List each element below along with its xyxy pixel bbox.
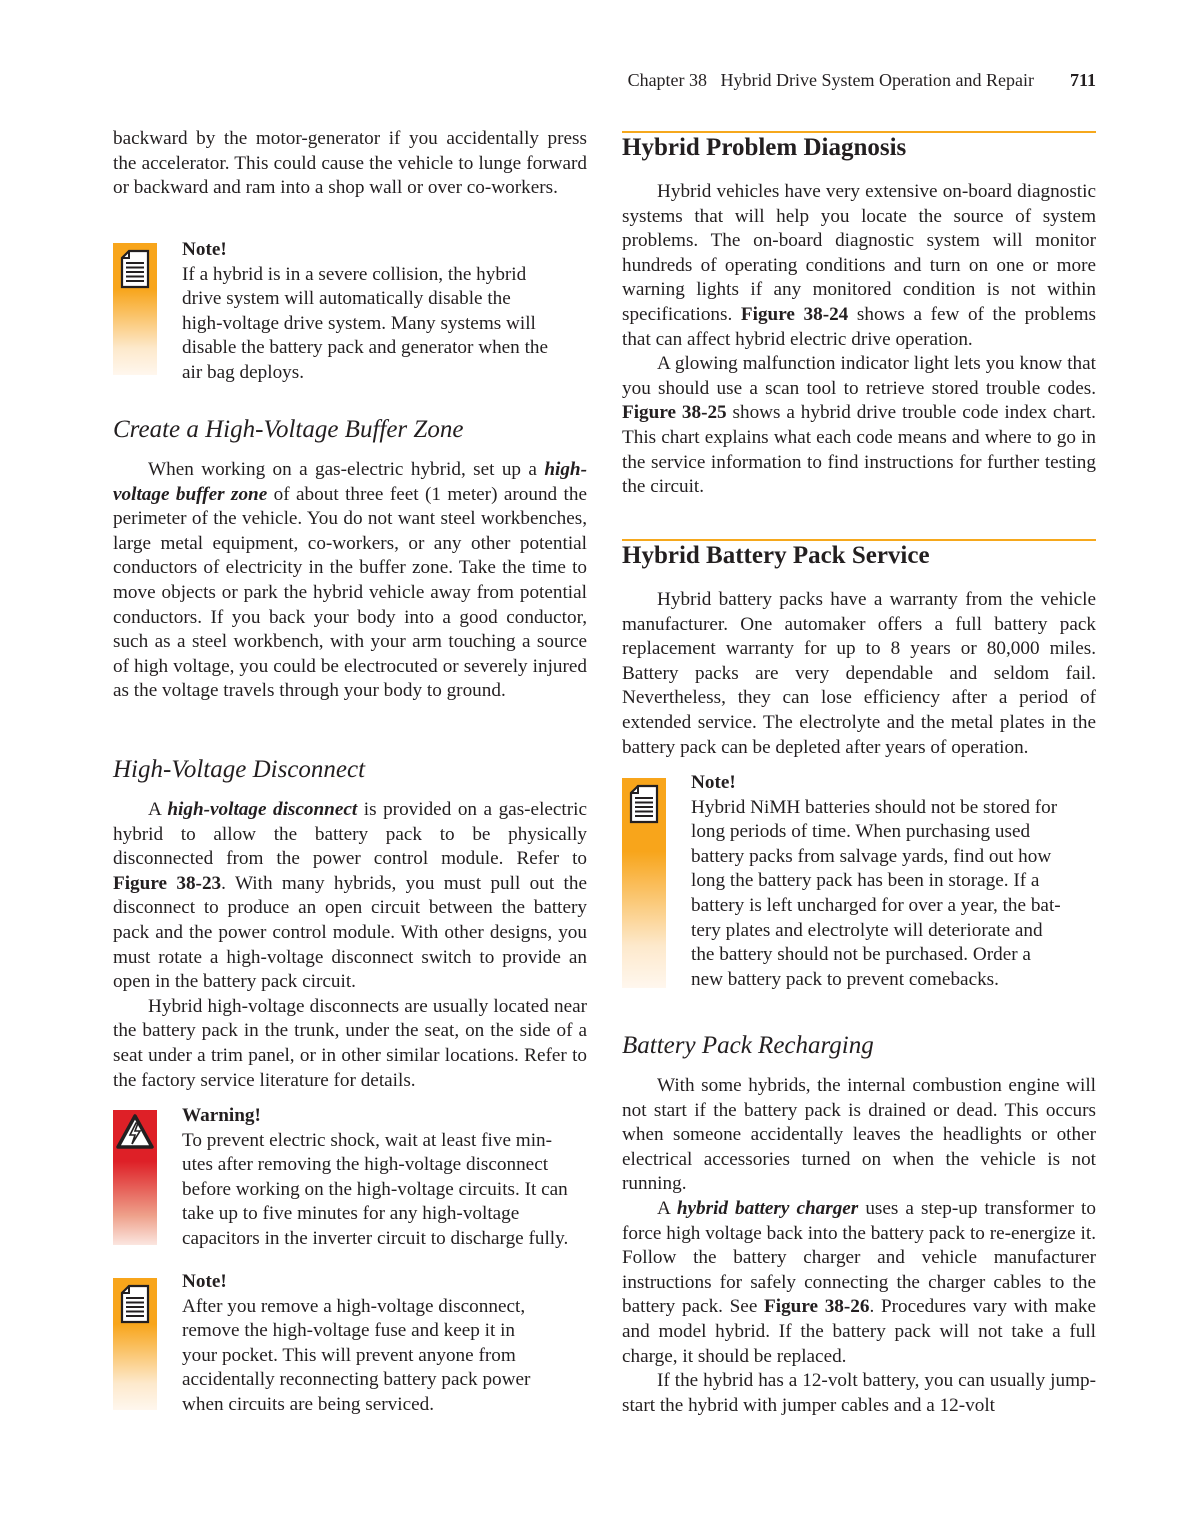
chapter-title: Hybrid Drive System Operation and Repair	[720, 70, 1034, 90]
note-title: Note!	[182, 1271, 227, 1292]
running-header	[560, 70, 1096, 91]
note-line: long periods of time. When purchasing used	[691, 821, 1031, 843]
text: . Procedures vary with make and model hybrid. If the battery pack will not take a full charge, it should be replaced.	[622, 1296, 1096, 1367]
warning-box	[113, 1104, 587, 1249]
paragraph-text: If the hybrid has a 12-volt battery, you can usually jump-start the hybrid with jumper cables and a 12-volt	[622, 1370, 1096, 1416]
note-line: the battery should not be purchased. Order a	[691, 944, 1031, 966]
text: A glowing malfunction indicator light lets you know that you should use a scan tool to retrieve stored trouble codes.	[622, 353, 1096, 399]
warning-bar	[113, 1110, 157, 1245]
figure-reference: Figure 38-26	[764, 1296, 870, 1318]
warning-line: To prevent electric shock, wait at least five min-	[182, 1129, 553, 1151]
section-rule	[622, 131, 1096, 133]
note-line: battery is left uncharged for over a year, the bat-	[691, 894, 1061, 916]
note-line: when circuits are being serviced.	[182, 1393, 434, 1415]
chapter-label: Chapter 38	[627, 70, 708, 90]
text: . With many hybrids, you must pull out the disconnect to produce an open circuit between the battery pack and the power control module. With other designs, you must rotate a high-voltage disconnect switch to provide an open in the battery pack circuit.	[113, 872, 587, 993]
warning-title: Warning!	[182, 1105, 261, 1126]
warning-line: before working on the high-voltage circuits. It can	[182, 1178, 568, 1200]
paragraph-text: Hybrid high-voltage disconnects are usually located near the battery pack in the trunk, under the seat, on the side of a seat under a trim panel, or in other similar locations. Refer to the factory service literature for details.	[113, 995, 587, 1091]
paragraph-text: backward by the motor-generator if you accidentally press the accelerator. This could cause the vehicle to lunge forward or backward and ram into a shop wall or over co-workers.	[113, 128, 587, 199]
paragraph-text: Hybrid battery packs have a warranty from the vehicle manufacturer. One automaker offers a full battery pack replacement warranty for up to 8 years or 80,000 miles. Battery packs are very dependable and seldom fail. Nevertheless, they can lose efficiency after a period of extended service. The electrolyte and the metal plates in the battery pack can be depleted after years of operation.	[622, 589, 1096, 758]
warning-line: capacitors in the inverter circuit to discharge fully.	[182, 1227, 569, 1249]
paragraph	[113, 458, 587, 704]
note-title: Note!	[182, 239, 227, 260]
note-line: Hybrid NiMH batteries should not be stored for	[691, 796, 1058, 818]
note-box	[113, 1270, 587, 1415]
note-line: new battery pack to prevent comebacks.	[691, 968, 999, 990]
note-title: Note!	[691, 772, 736, 793]
paragraph	[622, 180, 1096, 500]
note-box	[113, 238, 587, 383]
warning-line: utes after removing the high-voltage disconnect	[182, 1154, 549, 1176]
section-rule	[622, 539, 1096, 541]
note-line: battery packs from salvage yards, find out how	[691, 845, 1052, 867]
note-line: If a hybrid is in a severe collision, the hybrid	[182, 263, 527, 285]
text: shows a few of the problems that can affect hybrid electric drive operation.	[622, 303, 1096, 350]
note-line: disable the battery pack and generator when the	[182, 337, 549, 359]
note-line: accidentally reconnecting battery pack power	[182, 1369, 531, 1391]
warning-line: take up to five minutes for any high-voltage	[182, 1203, 520, 1225]
key-term: high-voltage disconnect	[167, 799, 358, 820]
note-line: long the battery pack has been in storage. If a	[691, 870, 1040, 892]
note-box	[622, 771, 1096, 991]
figure-reference: Figure 38-24	[740, 303, 849, 325]
figure-reference: Figure 38-23	[113, 872, 222, 894]
section-heading: High-Voltage Disconnect	[113, 756, 366, 783]
text: of about three feet (1 meter) around the perimeter of the vehicle. You do not want steel workbenches, large metal equipment, co-workers, or any other potential conductors of electricity in the buffer zone. Take the time to move objects or park the hybrid vehicle away from potential conductors. If you back your body into a good conductor, such as a steel workbench, with your arm touching a source of high voltage, you could be electrocuted or severely injured as the voltage travels through your body to ground.	[113, 483, 587, 702]
note-line: high-voltage drive system. Many systems will	[182, 312, 536, 334]
paragraph-text: With some hybrids, the internal combustion engine will not start if the battery pack is drained or dead. This occurs when someone accidentally leaves the headlights or other electrical accessories turned on when the vehicle is not running.	[622, 1075, 1096, 1195]
note-line: drive system will automatically disable the	[182, 288, 511, 310]
key-term: hybrid battery charger	[676, 1197, 859, 1219]
note-line: After you remove a high-voltage disconnect,	[182, 1295, 526, 1317]
note-bar	[113, 243, 157, 375]
section-heading: Battery Pack Recharging	[622, 1032, 874, 1059]
high-voltage-warning-icon	[115, 1113, 155, 1151]
note-line: your pocket. This will prevent anyone from	[182, 1344, 516, 1366]
text: uses a step-up transformer to force high voltage back into the battery pack to re-energize it. Follow the battery charger and vehicle manufacturer instructions for safely connecting the charger cables to the battery pack. See	[622, 1197, 1096, 1318]
page-number: 711	[1069, 70, 1096, 90]
text: A	[148, 799, 168, 820]
note-bar	[622, 778, 666, 988]
note-document-icon	[120, 249, 150, 289]
note-line: tery plates and electrolyte will deteriorate and	[691, 919, 1043, 941]
note-bar	[113, 1278, 157, 1410]
text: When working on a gas-electric hybrid, set up a	[148, 459, 545, 480]
note-document-icon	[629, 784, 659, 824]
note-line: remove the high-voltage fuse and keep it in	[182, 1320, 516, 1342]
key-term: high-voltage buffer zone	[113, 459, 587, 505]
paragraph	[622, 1074, 1096, 1418]
text: Hybrid vehicles have very extensive on-board diagnostic systems that will help you locate the source of system problems. The on-board diagnostic system will monitor hundreds of operating conditions and turn on one or more warning lights if any monitored condition is not within specifications.	[622, 181, 1096, 325]
figure-reference: Figure 38-25	[622, 402, 727, 424]
section-heading: Hybrid Battery Pack Service	[622, 542, 930, 569]
paragraph	[113, 127, 587, 201]
note-line: air bag deploys.	[182, 361, 305, 383]
section-heading: Hybrid Problem Diagnosis	[622, 134, 907, 161]
note-document-icon	[120, 1284, 150, 1324]
text: is provided on a gas-electric hybrid to allow the battery pack to be physically disconnected from the power control module. Refer to	[113, 799, 587, 870]
text: A	[657, 1197, 677, 1219]
section-heading: Create a High-Voltage Buffer Zone	[113, 416, 464, 443]
paragraph	[113, 798, 587, 1093]
text: shows a hybrid drive trouble code index chart. This chart explains what each code means and where to go in the service information to find instructions for further testing the circuit.	[622, 402, 1096, 498]
paragraph	[622, 588, 1096, 760]
